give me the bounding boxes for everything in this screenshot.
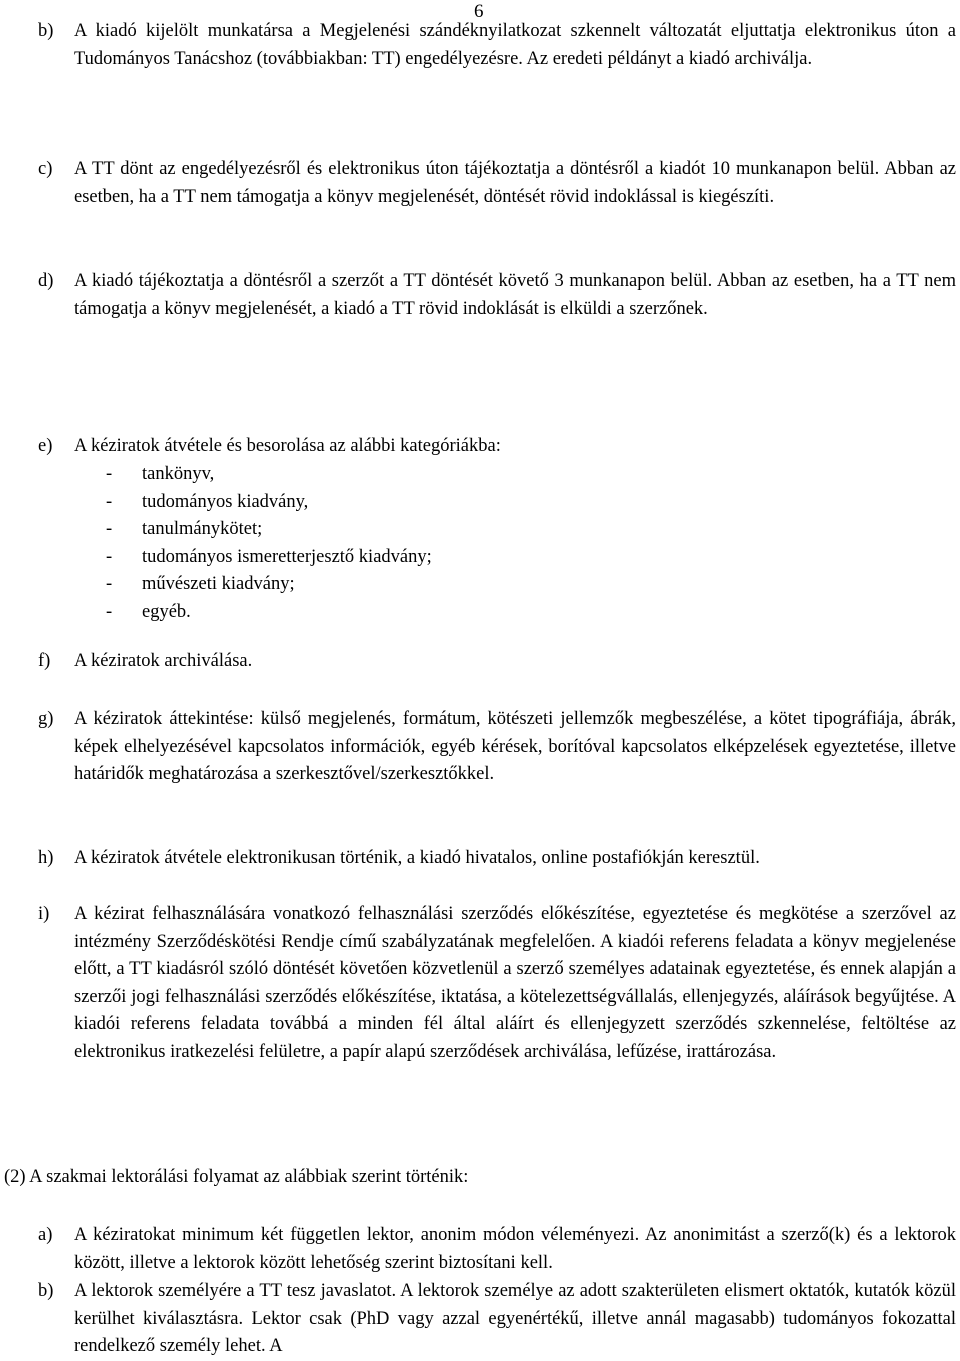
list-item-e: [38, 433, 956, 461]
list-item-g: [38, 706, 956, 789]
item-marker: h): [38, 848, 54, 868]
item-text: A kéziratokat minimum két független lektor, anonim módon véleményezi. Az anonimitást a szerző(k) és a lektorok között, illetve a lektorok között lehetőség szerint biztosítani kell.: [74, 1225, 956, 1273]
item-text: A TT dönt az engedélyezésről és elektronikus úton tájékoztatja a döntésről a kiadót 10 munkanapon belül. Abban az esetben, ha a TT nem támogatja a könyv megjelenését, döntését rövid indoklással is kiegészíti.: [74, 159, 956, 207]
item-marker: g): [38, 709, 54, 729]
lektor-item-b: [38, 1278, 956, 1361]
list-item-h: [38, 845, 956, 873]
item-marker: a): [38, 1225, 53, 1245]
list-item-i: [38, 901, 956, 1066]
item-text: A kézirat felhasználására vonatkozó felhasználási szerződés előkészítése, egyeztetése és megkötése a szerzővel az intézmény Szerződéskötési Rendje című szabályzatának megfelelően. A kiadói referens feladata a könyv megjelenése előtt, a TT kiadásról szóló döntését követően közvetlenül a szerző személyes adatainak egyeztetése, és ennek alapján a szerzői jogi felhasználási szerződés előkészítése, iktatása, a kötelezettségvállalás, ellenjegyzés, aláírások begyűjtése. A kiadói referens feladata továbbá a minden fél által aláírt és ellenjegyzett szerződés szkennelése, feltöltése az elektronikus iratkezelési felületre, a papír alapú szerződések archiválása, lefűzése, irattározása.: [74, 904, 956, 1062]
item-marker: i): [38, 904, 50, 924]
item-text: A kéziratok átvétele és besorolása az alábbi kategóriákba:: [74, 436, 501, 456]
item-text: A kéziratok archiválása.: [74, 651, 253, 671]
item-text: A kéziratok átvétele elektronikusan történik, a kiadó hivatalos, online postafiókján keresztül.: [74, 848, 760, 868]
category-item: - tanulmánykötet;: [106, 519, 263, 539]
category-item: - tudományos ismeretterjesztő kiadvány;: [106, 546, 432, 567]
category-list: [106, 461, 432, 626]
page-number: 6: [474, 1, 484, 22]
list-item-f: [38, 648, 956, 676]
item-text: A kiadó kijelölt munkatársa a Megjelenési szándéknyilatkozat szkennelt változatát eljuttatja elektronikus úton a Tudományos Tanácshoz (továbbiakban: TT) engedélyezésre. Az eredeti példányt a kiadó archiválja.: [74, 21, 956, 69]
item-marker: d): [38, 271, 54, 291]
lektor-item-a: [38, 1222, 956, 1277]
list-item-c: [38, 156, 956, 211]
item-text: A lektorok személyére a TT tesz javaslatot. A lektorok személye az adott szakterületen elismert oktatók, kutatók közül kerülhet kiválasztásra. Lektor csak (PhD vagy azzal egyenértékű, illetve annál magasabb) tudományos fokozattal rendelkező személy lehet. A: [74, 1281, 956, 1356]
item-marker: b): [38, 1281, 54, 1301]
list-item-b: [38, 18, 956, 73]
section-heading: (2) A szakmai lektorálási folyamat az alábbiak szerint történik:: [4, 1167, 469, 1187]
item-marker: f): [38, 651, 51, 671]
item-text: A kéziratok áttekintése: külső megjelenés, formátum, kötészeti jellemzők megbeszélése, a kötet tipográfiája, ábrák, képek elhelyezésével kapcsolatos információk, egyéb kérések, borítóval kapcsolatos elképzelések egyeztetése, illetve határidők meghatározása a szerkesztővel/szerkesztőkkel.: [74, 709, 956, 784]
category-item: - tudományos kiadvány,: [106, 491, 309, 512]
category-item: - tankönyv,: [106, 464, 215, 484]
category-item: - művészeti kiadvány;: [106, 574, 295, 594]
item-marker: b): [38, 21, 54, 41]
item-marker: c): [38, 159, 53, 179]
item-marker: e): [38, 436, 53, 456]
item-text: A kiadó tájékoztatja a döntésről a szerzőt a TT döntését követő 3 munkanapon belül. Abban az esetben, ha a TT nem támogatja a könyv megjelenését, a kiadó a TT rövid indoklását is elküldi a szerzőnek.: [74, 271, 956, 319]
list-item-d: [38, 268, 956, 323]
category-item: - egyéb.: [106, 601, 191, 622]
